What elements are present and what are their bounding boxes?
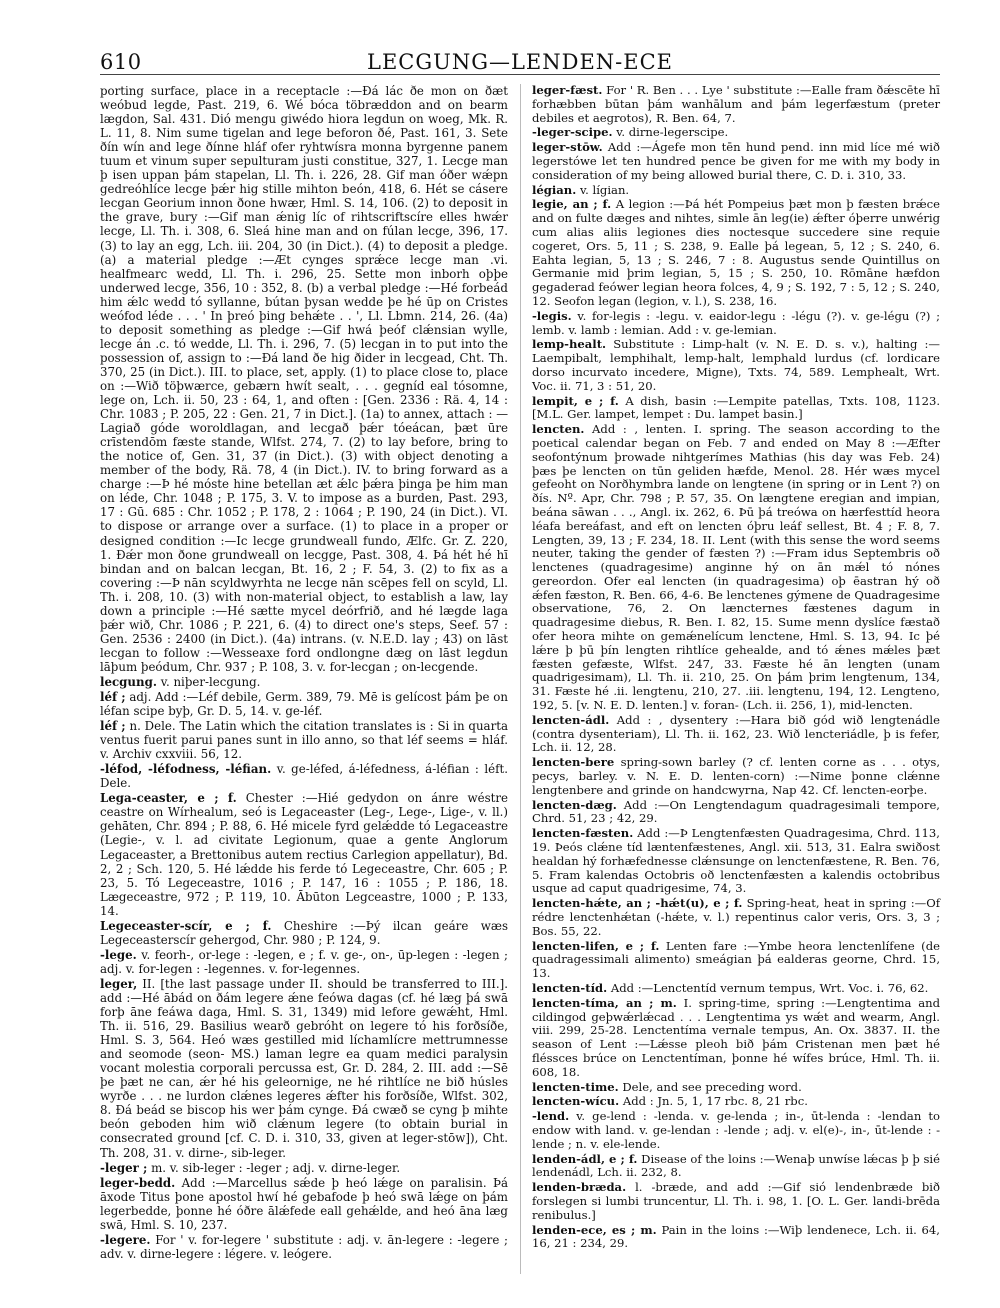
dictionary-entry <box>532 126 940 140</box>
entry-text: adj. Add :—Léf debile, Germ. 389, 79. Mē is gelícost þám þe on léfan scipe byþ, Gr. D. 5, 14. v. ge-léf. <box>100 690 508 719</box>
dictionary-entry <box>532 1110 940 1151</box>
entry-text: Add :—On Lengtendagum quadragesimali tempore, Chrd. 51, 23 ; 42, 29. <box>532 797 940 826</box>
entry-text: v. for-legis : -legu. v. eaidor-legu : -légu (?). v. ge-légu (?) ; lemb. v. lamb : lemian. Add : v. ge-lemian. <box>532 308 941 337</box>
entry-text: porting surface, place in a receptacle :—Ðá lác ðe mon on ðæt weóbud legde, Past. 219, 6. Wé bóca töbræddon and on bearm lægdon, Sal. 431. Dió mengu giwédo hiora legdun on woeg, Mk. R. L. 11, 8. Nim sume tigelan and lege beforon ðé, Past. 161, 3. Sete ðín wín and lege ðínne hláf ofer ryhtwísra monna byrgenne panem tuum et vinum super sepulturam justi constitue, 327, 1. Lecge man þ isen uppan þám stapelan, Ll. Th. i. 226, 28. Gif man óðer wǽpn gedreóhlíce lecge þǽr hig stille mihton beón, 418, 6. Hét se cásere lecgan Georium innon ðone hwær, Hml. S. 14, 106. (2) to deposit in the grave, bury :—Gif man ǽnig líc of rihtscriftscíre elles hwǽr lecge, Ll. Th. i. 308, 6. Sleá hine man and on fúlan lecge, 396, 17. (3) to lay an egg, Lch. iii. 204, 30 (in Dict.). (4) to deposit a pledge. (a) a material pledge :—Æt cynges sprǽce lecge man .vi. healfmearc wedd, Ll. Th. i. 296, 25. Sette mon inborh oþþe underwed lecge, 356, 10 : 352, 8. (b) a verbal pledge :—Hé forbeád him ǽlc wedd tó syllanne, bútan þysan wedde þe hé ūp on Cristes weófod léde . . . ' In þreó þing behǽte . . ', Ll. Lbmn. 214, 26. (4a) to deposit something as pledge :—Gif hwá þeóf clǽnsian wylle, lecge án .c. tó wedde, Ll. Th. i. 296, 7. (5) lecgan in to put into the possession of, assign to :—Ðá land ðe hig ðider in lecgead, Cht. Th. 370, 25 (in Dict.). III. to place, set, apply. (1) to place close to, place on :—Wið töþwærce, gebærn hwít sealt, . . . gegníd eal tósomne, lege on, Lch. ii. 50, 23 : 64, 1, and often : [Gen. 2336 : Rä. 4, 14 : Chr. 1083 ; P. 205, 22 : Gen. 21, 7 in Dict.]. (1a) to annex, attach : —Lagiað góde woroldlagan, and lecgað þǽr tóeácan, þæt ūre crīstendōm fæste stande, Wlfst. 274, 7. (2) to lay before, bring to the notice of, Gen. 31, 37 (in Dict.). (3) with object denoting a member of the body, Rä. 78, 4 (in Dict.). IV. to bring forward as a charge :—Þ hé móste hine betellan æt ǽlc þǽra þinga þe him man on léde, Chr. 1048 ; P. 175, 3. V. to impose as a burden, Past. 293, 17 : Gū. 685 : Chr. 1052 ; P. 178, 2 : 1064 ; P. 190, 24 (in Dict.). VI. to dispose or arrange over a surface. (1) to place in a proper or designed condition :—Ic lecge grundweall fundo, Ælfc. Gr. Z. 220, 1. Ðǽr mon ðone grundweall on lecgge, Past. 308, 4. Þá hét hé hī bindan and on balcan lecgan, Bt. 16, 2 ; F. 54, 3. (2) to fix as a covering :—Þ nān scyldwyrhta ne lecge nān scēpes fell on scyld, Ll. Th. i. 208, 10. (3) with non-material object, to establish a law, lay down a principle :—Hé sætte mycel deórfrið, and hé lægde laga þǽr wið, Chr. 1086 ; P. 221, 6. (4) to direct one's steps, Seef. 57 : Gen. 2536 : 2400 (in Dict.). (4a) intrans. (v. N.E.D. lay ; 43) on lāst lecgan to follow :—Wesseaxe ford ondlongne dæg on lāst legdun lāþum þeódum, Chr. 937 ; P. 108, 3. v. for-lecgan ; on-lecgende. <box>100 84 508 674</box>
entry-text: v. ge-lend : -lenda. v. ge-lenda ; in-, ūt-lenda : -lendan to endow with land. v. ge-lendan : -lende ; adj. v. el(e)-, in-, ūt-lende : -lende ; n. v. ele-lende. <box>532 1109 941 1151</box>
entry-headword: Lega-ceaster, e ; f. <box>100 791 237 806</box>
dictionary-entry <box>532 897 940 938</box>
entry-text: v. lígian. <box>579 182 630 197</box>
entry-headword: leger-bedd. <box>100 1175 176 1190</box>
entry-text: l. -bræde, and add :—Gif sió lendenbræde bið forslegen si lumbi truncentur, Ll. Th. i. 98, 1. [O. L. Ger. landi-brēda renibulus.] <box>532 1180 940 1222</box>
running-head: LECGUNG—LENDEN-ECE <box>367 50 673 74</box>
entry-headword: -legis. <box>532 308 572 323</box>
entry-headword: léf ; <box>100 690 126 705</box>
entry-headword: leger, <box>100 976 138 991</box>
dictionary-entry <box>100 762 508 790</box>
entry-headword: -legere. <box>100 1232 151 1247</box>
entry-text: v. dirne-legerscipe. <box>616 125 729 140</box>
entry-headword: lenden-ece, es ; m. <box>532 1222 657 1237</box>
dictionary-entry <box>532 84 940 125</box>
dictionary-entry <box>532 141 940 182</box>
entry-text: v. feorh-, or-lege : -legen, e ; f. v. ge-, on-, ūp-legen : -legen ; adj. v. for-legen : -legennes. v. for-legennes. <box>100 947 508 976</box>
entry-headword: lencten-hǽte, an ; -hǽt(u), e ; f. <box>532 896 743 911</box>
dictionary-entry <box>532 1095 940 1109</box>
entry-text: Add : , dysentery :—Hara bið gód wið lengtenádle (contra dysenteriam), Ll. Th. ii. 162, 23. Wið lencteriádle, þ is fefer, Lch. ii. 12, 28. <box>532 712 940 755</box>
entry-text: Pain in the loins :—Wiþ lendenece, Lch. ii. 64, 16, 21 : 234, 29. <box>532 1222 940 1251</box>
entry-headword: -lege. <box>100 947 137 962</box>
entry-text: Add : , lenten. I. spring. The season according to the poetical calendar began on Feb. 7 and ended on May 8 :—Æfter seofontýnum þrowade nihtgerímes Mathias (his day was Feb. 24) þæs þe lencten on tūn geliden hæfde, Menol. 28. Hér wæs mycel gefeoht on Norðhymbra lande on lengtene (in spring or in Lent ?) on ðís. Nº. Apr, Chr. 798 ; P. 57, 35. On længtene eregian and impian, beána sāwan . . ., Angl. ix. 262, 6. Þū þá treówa on hærfesttíd heora léafa bereáfast, and eft on lencten óþru leáf sellest, Bt. 4 ; F. 8, 7. Lengten, 39, 13 ; F. 234, 18. II. Lent (with this sense the word seems neuter, taking the gender of fæsten ?) :—Fram idus Septembris oð lenctenes (quadragesime) anginne hý on ān mǽl tó nónes gereordon. Ofer eal lencten (in quadragesima) oþ ēastran hý oð ǽfen fæston, R. Ben. 66, 4-6. Be lenctenes gýmene de Quadragesime observatione, 76, 2. On læncternes fæstenes dagum in quadragesime diebus, R. Ben. I. 82, 15. Sume menn dyslíce fæstað ofer heora mihte on gemǽnelícum lenctene, Hml. S. 13, 94. Ic þé lǽre þ þū þín lengten rihtlíce gehealde, and tó ǽnes mǽles þæt fæsten gefæste, Wlfst. 247, 33. Fæste hé ān lengten (unam quadrigesimam), Ll. Th. ii. 210, 25. On þám þrim lengtenum, 134, 31. Fæste hé .ii. lengtenu, 210, 27. .iii. lengtenu, 194, 12. Lengteno, 192, 5. [v. N. E. D. lenten.] v. foran- (Lch. ii. 256, 1), mid-lencten. <box>532 422 940 713</box>
dictionary-entry <box>100 675 508 689</box>
entry-headword: lenden-bræda. <box>532 1180 627 1195</box>
dictionary-entry <box>532 982 940 996</box>
entry-text: spring-sown barley (? cf. lenten corne as . . . otys, pecys, barley. v. N. E. D. lenten-corn) :—Nime þonne clǽnne lengtenbere and grinde on handcwyrna, Nap 42. Cf. lencten-eorþe. <box>532 755 941 797</box>
dictionary-entry <box>532 1224 940 1252</box>
page-header <box>100 50 940 75</box>
entry-headword: léf ; <box>100 719 126 734</box>
dictionary-entry <box>532 714 940 755</box>
entry-text: For ' R. Ben . . . Lye ' substitute :—Ealle fram ðǽscēte hī forhæbben būtan þám wanhālum and þám legerfæstum (preter debiles et aegrotos), R. Ben. 64, 7. <box>532 83 940 125</box>
entry-text: Lenten fare :—Ymbe heora lenctenlífene (de quadragessimali alimento) smeágian þá ealderas georne, Chrd. 15, 13. <box>532 938 940 981</box>
page-number: 610 <box>100 50 142 74</box>
entry-text: v. niþer-lecgung. <box>160 674 261 689</box>
dictionary-entry <box>532 997 940 1080</box>
right-column <box>532 84 940 1252</box>
dictionary-entry <box>532 1153 940 1181</box>
dictionary-entry <box>100 84 508 674</box>
dictionary-entry <box>532 1081 940 1095</box>
dictionary-entry <box>532 310 940 338</box>
dictionary-entry <box>100 977 508 1160</box>
dictionary-entry <box>532 184 940 198</box>
entry-text: A legion :—Þá hét Pompeius þæt mon þ fæsten brǽce and on fulte dæges and nihtes, simle ān leg(ie) ǽfter óþerre unwérig cum alias aliis legiones dies noctesque succedere sine requie cogeret, Ors. 5, 11 ; S. 238, 9. Ealle þá legean, 5, 12 ; S. 240, 6. Eahta legian, 5, 13 ; S. 246, 7 : 8. Augustus sende Quintillus on Germanie mid þrim legian, 5, 15 ; S. 250, 10. Rōmāne hæfdon gegaderad feówer legian heora folces, 4, 9 ; S. 192, 7 : 5, 12 ; S. 240, 12. Seofon legan (legion, v. l.), S. 238, 16. <box>532 197 940 308</box>
entry-headword: légian. <box>532 182 577 197</box>
entry-text: m. v. sib-leger : -leger ; adj. v. dirne-leger. <box>151 1160 401 1175</box>
entry-text: Dele, and see preceding word. <box>622 1079 802 1094</box>
dictionary-entry <box>100 690 508 718</box>
entry-headword: lencten. <box>532 422 585 437</box>
entry-text: Disease of the loins :—Wenaþ unwíse lǽcas þ þ sié lendenádl, Lch. ii. 232, 8. <box>532 1151 941 1180</box>
entry-headword: lencten-dæg. <box>532 797 617 812</box>
entry-headword: lempit, e ; f. <box>532 393 619 408</box>
entry-text: Add :—Þ Lengtenfæsten Quadragesima, Chrd. 113, 19. Þeós clǽne tíd læntenfæstenes, Angl. xii. 513, 31. Ealra swiðost healdan hý forhæfednesse clǽnsunge on lenctenfæstene, R. Ben. 76, 5. Fram kalendas Octobris oð lenctenfæsten a kalendis octobribus usque ad caput quadrigesime, 74, 3. <box>532 826 940 896</box>
dictionary-page <box>100 50 940 1280</box>
dictionary-entry <box>532 338 940 393</box>
entry-headword: legie, an ; f. <box>532 197 612 212</box>
entry-text: For ' v. for-legere ' substitute : adj. v. ān-legere : -legere ; adv. v. dirne-legere : légere. v. leógere. <box>100 1232 509 1261</box>
dictionary-entry <box>532 395 940 423</box>
dictionary-entry <box>100 1176 508 1232</box>
entry-headword: -lend. <box>532 1109 570 1124</box>
entry-text: Add :—Lenctentíd vernum tempus, Wrt. Voc. i. 76, 62. <box>610 981 929 995</box>
entry-headword: lencten-time. <box>532 1079 619 1094</box>
entry-text: Add :—Marcellus sǽde þ heó lǽge on paralisin. Þá āxode Titus þone apostol hwí hé gebafode þ heó swā lǽge on þám legerbedde, þonne hé óðre ālǽfede eall gehǽlde, and heó āna læg swā, Hml. S. 10, 237. <box>100 1175 509 1232</box>
dictionary-entry <box>532 1181 940 1222</box>
entry-headword: lencten-ádl. <box>532 712 610 727</box>
entry-text: II. [the last passage under II. should be transferred to III.]. add :—Hé ābád on ðám legere ǽne feówa dagas (cf. hé læg þá swā forþ āne feáwa daga, Hml. S. 31, 1349) mid lefore gewǽht, Hml. Th. ii. 516, 29. Basilius wearð gebróht on legere tó his forðsíðe, Hml. S. 3, 564. Heó wæs gestilled mid líchamlícre mettrumnesse and seomode (seon- MS.) laman legre ea quam medici paralysin vocant molestia corporali percussa est, Gr. D. 284, 2. III. add :—Sē þe þæt ne can, ǽr hé his geleornige, ne hé rihtlíce ne bið húsles wyrðe . . . ne lurdon clǽnes legeres ǽfter his forðsíðe, Wlfst. 302, 8. Ðá beád se biscop his wer þám cynge. Ðá cwæð se cyng þ mihte beón geboden him wið clǽnum legere (to obtain burial in consecrated ground [cf. C. D. i. 310, 33, given at leger-stōw]), Cht. Th. 208, 31. v. dirne-, sib-leger. <box>100 976 508 1160</box>
entry-headword: lencten-fæsten. <box>532 826 634 841</box>
dictionary-entry <box>532 940 940 981</box>
entry-headword: lencten-bere <box>532 755 615 770</box>
entry-text: A dish, basin :—Lempite patellas, Txts. 108, 1123. [M.L. Ger. lampet, lempet : Du. lampet basin.] <box>532 393 941 422</box>
entry-headword: -léfod, -léfodness, -léfian. <box>100 762 272 777</box>
dictionary-entry <box>100 1161 508 1175</box>
entry-headword: -leger-scipe. <box>532 125 613 140</box>
entry-text: Substitute : Limp-halt (v. N. E. D. s. v.), halting :—Laempibalt, lemphihalt, lemp-halt, lemphald lurdus (cf. lordicare dorso incurvato incedere, Migne), Txts. 74, 589. Lemphealt, Wrt. Voc. ii. 71, 3 : 51, 20. <box>532 337 940 393</box>
entry-text: I. spring-time, spring :—Lengtentima and cildingod geþwǽrlǽcad . . . Lengtentima ys wǽt and wearm, Angl. viii. 299, 25-28. Lenctentíma vernale tempus, An. Ox. 3837. II. the season of Lent :—Lǽsse pleoh bið þám Cristenan men þæt hé fléssces brúce on Lenctentíman, þonne hé wífes brúce, Hml. Th. ii. 608, 18. <box>532 995 940 1079</box>
dictionary-entry <box>100 791 508 917</box>
entry-headword: lencten-tíma, an ; m. <box>532 995 677 1010</box>
entry-text: n. Dele. The Latin which the citation translates is : Si in quarta ventus fuerit parui panes sunt in illo anno, so that léf seems = hláf. v. Archiv cxxviii. 56, 12. <box>100 719 508 762</box>
entry-headword: lecgung. <box>100 674 157 689</box>
entry-headword: Legeceaster-scír, e ; f. <box>100 918 272 933</box>
dictionary-entry <box>532 799 940 827</box>
entry-headword: lemp-healt. <box>532 337 607 352</box>
entry-headword: leger-stōw. <box>532 140 603 155</box>
left-column <box>100 84 508 1262</box>
dictionary-entry <box>100 919 508 947</box>
entry-headword: lencten-lifen, e ; f. <box>532 938 660 953</box>
entry-headword: lencten-wícu. <box>532 1094 620 1109</box>
entry-text: Cheshire :—Þý ilcan geáre wæs Legeceasterscír gehergod, Chr. 980 ; P. 124, 9. <box>100 918 509 947</box>
entry-text: Spring-heat, heat in spring :—Of rédre lenctenhǽtan (-hǽte, v. l.) repentinus calor veris, Ors. 3, 3 ; Bos. 55, 22. <box>532 896 940 938</box>
dictionary-entry <box>532 827 940 896</box>
entry-headword: lenden-ádl, e ; f. <box>532 1151 638 1166</box>
entry-headword: leger-fæst. <box>532 83 603 97</box>
dictionary-entry <box>532 198 940 308</box>
entry-headword: -leger ; <box>100 1160 148 1175</box>
dictionary-entry <box>100 719 508 761</box>
dictionary-entry <box>100 948 508 976</box>
dictionary-entry <box>532 423 940 713</box>
entry-text: Add :—Ágefe mon tēn hund pend. inn mid líce mé wið legerstówe let ten hundred pence be given for me with my body in consideration of my being allowed burial there, C. D. i. 310, 33. <box>532 140 940 182</box>
entry-text: Add : Jn. 5, 1, 17 rbc. 8, 21 rbc. <box>622 1094 808 1109</box>
entry-text: Chester :—Hié gedydon on ánre wéstre ceastre on Wírhealum, seó is Legaceaster (Leg-, Lege-, Lige-, v. ll.) gehāten, Chr. 894 ; P. 88, 6. Hé micele fyrd gelǽdde tó Legaceastre (Legie-, v. l. ad civitate Legionum, quae a gente Anglorum Legaceaster, a Brettonibus autem rectius Carlegion appellatur), Bd. 2, 2 ; Sch. 120, 5. Hé lǽdde his ferde tó Legeceastre, Chr. 605 ; P. 23, 5. Tó Legeceastre, 1016 ; P. 147, 16 : 1055 ; P. 186, 18. Lægeceastre, 972 ; P. 119, 10. Ābūton Legceastre, 1000 ; P. 133, 14. <box>100 791 509 918</box>
column-divider <box>520 84 521 1274</box>
dictionary-entry <box>100 1233 508 1261</box>
dictionary-entry <box>532 756 940 797</box>
entry-text: v. ge-léfed, á-léfedness, á-léfian : léft. Dele. <box>100 762 509 791</box>
entry-headword: lencten-tíd. <box>532 981 608 995</box>
